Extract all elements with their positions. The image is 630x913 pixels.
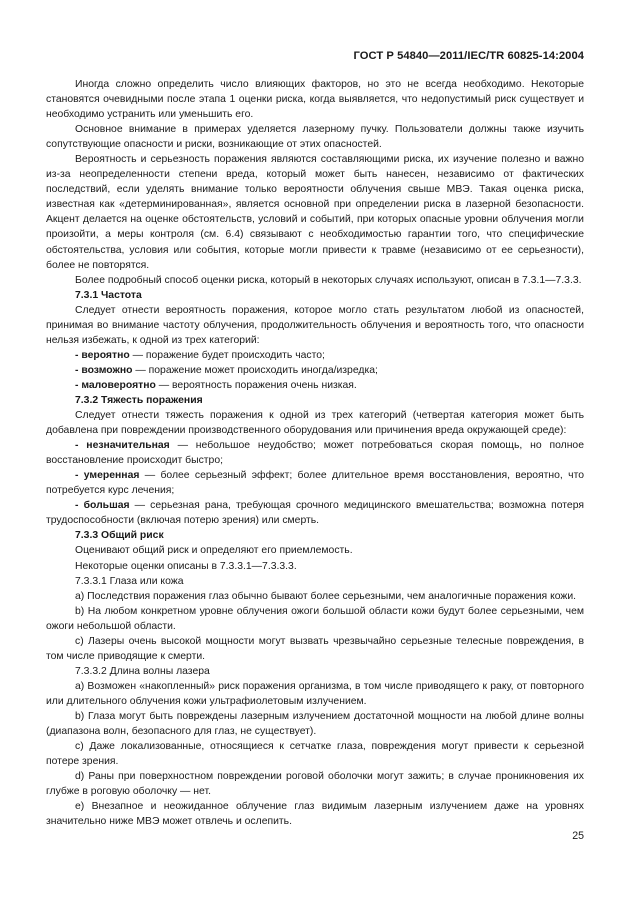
page-number: 25 — [572, 830, 584, 842]
list-item — [46, 363, 584, 378]
list-text: — небольшое неудобство; может потребоваться скорая помощь, но полное восстановление происходит быстро; — [46, 440, 584, 467]
paragraph: c) Даже локализованные, относящиеся к сетчатке глаза, повреждения могут привести к серьезной потере зрения. — [46, 741, 584, 768]
paragraph: e) Внезапное и неожиданное облучение глаз видимым лазерным излучением даже на уровнях значительно ниже МВЭ может отвлечь и ослепить. — [46, 801, 584, 828]
list-term: - незначительная — [75, 440, 170, 452]
list-term: - умеренная — [75, 470, 140, 482]
paragraph: b) Глаза могут быть повреждены лазерным излучением достаточной мощности на любой длине волны (диапазона волн, безопасного для глаз, не существует). — [46, 710, 584, 738]
section-heading: 7.3.3 Общий риск — [75, 530, 164, 542]
list-text: — серьезная рана, требующая срочного медицинского вмешательства; возможна потеря трудоспособности (включая потерю зрения) или смерть. — [46, 500, 585, 527]
subsection-heading: 7.3.3.2 Длина волны лазера — [75, 665, 210, 677]
list-item — [46, 378, 584, 393]
list-item — [46, 438, 584, 468]
paragraph: Основное внимание в примерах уделяется лазерному пучку. Пользователи должны также изучить сопутствующие опасности и риски, возникающие от этих опасностей. — [46, 124, 584, 151]
paragraph: Более подробный способ оценки риска, который в некоторых случаях используют, описан в 7.3.1—7.3.3. — [75, 274, 582, 286]
paragraph: a) Последствия поражения глаз обычно бывают более серьезными, чем аналогичные поражения кожи. — [75, 590, 577, 602]
list-text: — более серьезный эффект; более длительное время восстановления, вероятно, что потребуется курс лечения; — [46, 470, 584, 497]
list-term: - возможно — [75, 364, 133, 376]
document-body — [46, 77, 584, 829]
list-item — [46, 348, 584, 363]
paragraph: b) На любом конкретном уровне облучения ожоги большой области кожи будут более серьезными, чем ожоги небольшой области. — [46, 605, 584, 632]
section-heading: 7.3.1 Частота — [75, 289, 142, 301]
paragraph: Вероятность и серьезность поражения являются составляющими риска, их изучение полезно и важно из-за неопределенности степени вреда, который может быть нанесен, независимо от фактических последствий, если уделять внимание только вероятности облучения свыше МВЭ. Такая оценка риска, известная как «детерминированная», является основной при определении риска в лазерной безопасности. Акцент делается на оценке обстоятельств, условий и событий, при которых опасные уровни облучения могли произойти, а меры контроля (см. 6.4) связывают с необходимостью гарантии того, что специфические обстоятельства, условия или события, которые могли привести к травме (независимо от ее серьезности), более не повторятся. — [46, 154, 584, 271]
list-item — [46, 498, 584, 528]
list-item — [46, 468, 584, 498]
paragraph: a) Возможен «накопленный» риск поражения организма, в том числе приводящего к раку, от повторного или длительного облучения кожи ультрафиолетовым излучением. — [46, 680, 584, 707]
paragraph: c) Лазеры очень высокой мощности могут вызвать чрезвычайно серьезные телесные повреждения, в том числе приводящие к смерти. — [46, 635, 584, 662]
list-term: - вероятно — [75, 349, 130, 361]
list-text: — поражение будет происходить часто; — [129, 349, 325, 361]
section-heading: 7.3.2 Тяжесть поражения — [75, 394, 203, 406]
paragraph: Некоторые оценки описаны в 7.3.3.1—7.3.3.3. — [75, 560, 297, 572]
paragraph: Следует отнести вероятность поражения, которое могло стать результатом любой из опасностей, принимая во внимание частоту облучения, продолжительность облучения и вероятность того, что опасности нельзя избежать, к одной из трех категорий: — [46, 304, 584, 346]
paragraph: Следует отнести тяжесть поражения к одной из трех категорий (четвертая категория может быть добавлена при повреждении производственного оборудования или причинения вреда окружающей среде): — [46, 410, 584, 437]
subsection-heading: 7.3.3.1 Глаза или кожа — [75, 575, 184, 587]
document-header: ГОСТ Р 54840—2011/IEC/TR 60825-14:2004 — [353, 50, 584, 62]
paragraph: d) Раны при поверхностном повреждении роговой оболочки могут зажить; в случае проникновения их глубже в роговую оболочку — нет. — [46, 771, 584, 798]
list-term: - маловероятно — [75, 379, 156, 391]
list-term: - большая — [75, 500, 130, 512]
list-text: — поражение может происходить иногда/изредка; — [132, 364, 378, 376]
list-text: — вероятность поражения очень низкая. — [155, 379, 357, 391]
paragraph: Иногда сложно определить число влияющих факторов, но это не всегда необходимо. Некоторые становятся очевидными после этапа 1 оценки риска, когда выявляется, что недопустимый риск существует и необходимо устранить или уменьшить его. — [46, 79, 584, 121]
paragraph: Оценивают общий риск и определяют его приемлемость. — [75, 545, 353, 557]
